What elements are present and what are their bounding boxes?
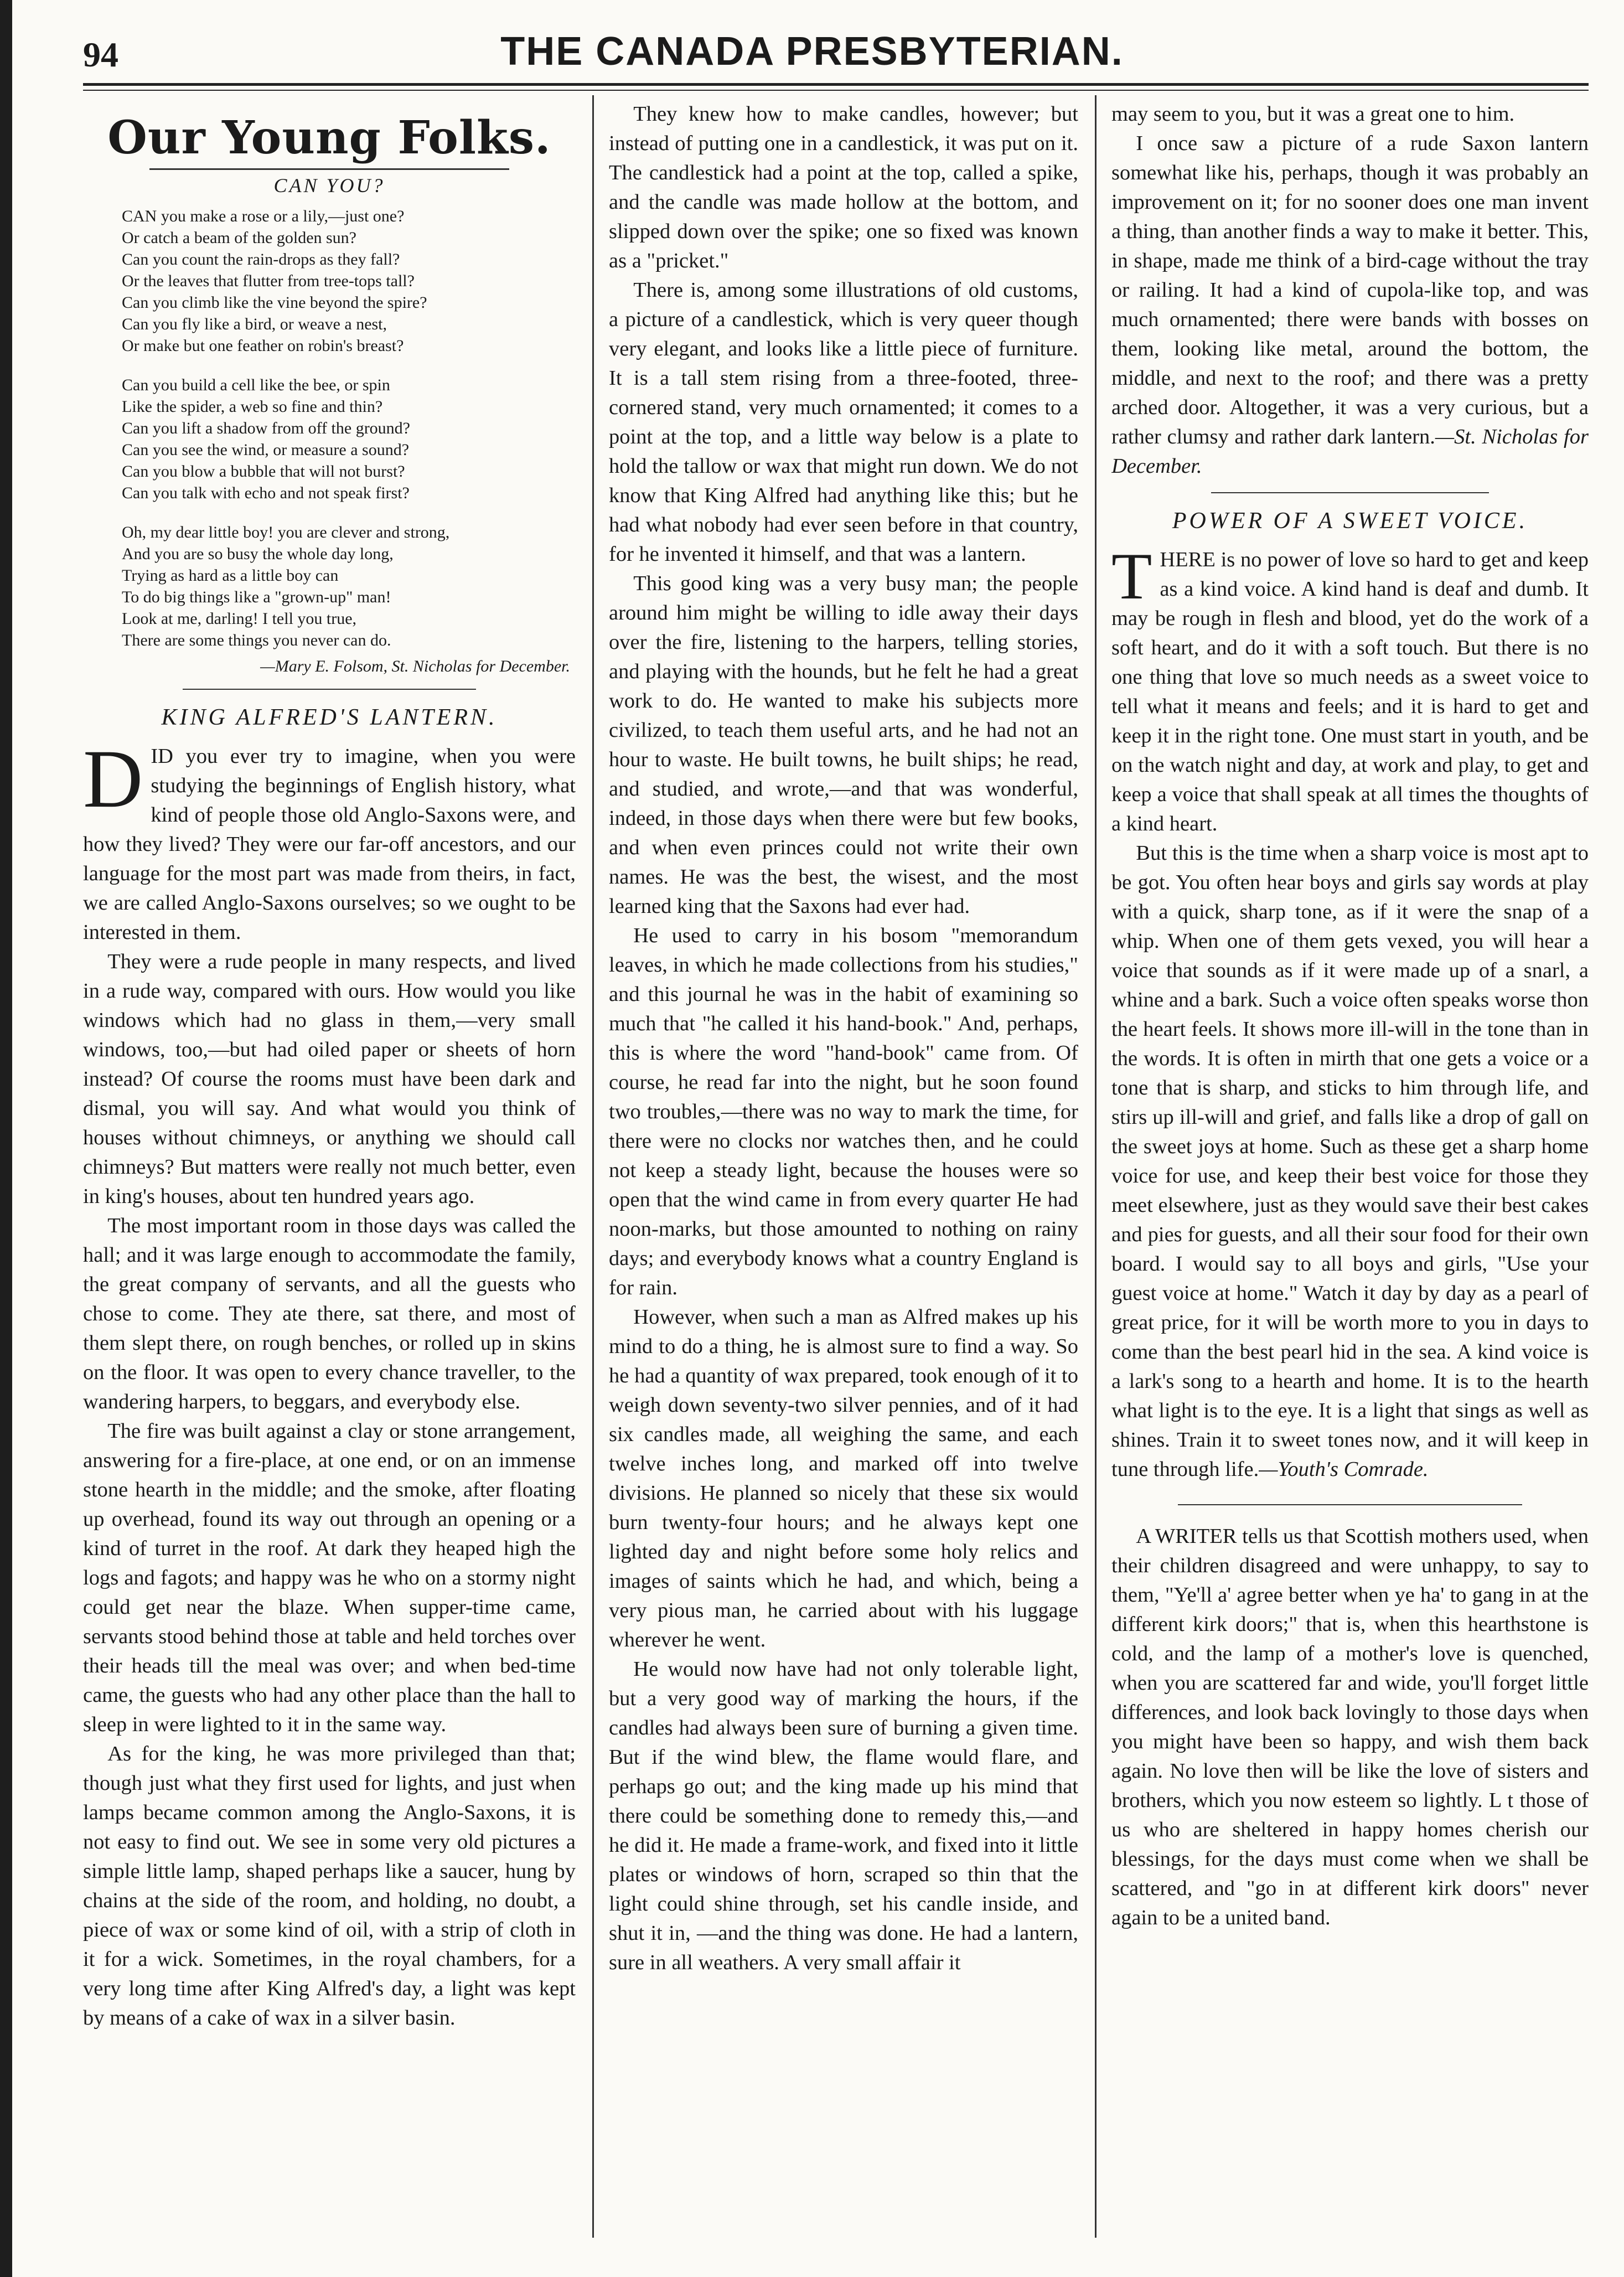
scan-edge: [0, 0, 12, 2277]
poem-credit: —Mary E. Folsom, St. Nicholas for December.: [260, 657, 570, 675]
section-divider: [1178, 1504, 1522, 1505]
article-paragraph: They were a rude people in many respects, and lived in a rude way, compared with ours. How would you like windows which had no glass in them,—very small windows, too,—but had oiled paper or sheets of horn instead? Of course the rooms must have been dark and dismal, you will say. And what would you think of houses without chimneys, or anything we should call chimneys? But matters were really not much better, even in king's houses, about ten hundred years ago.: [83, 950, 576, 1208]
section-divider: [183, 689, 476, 690]
column-2: [609, 100, 1078, 2237]
poem-line: Like the spider, a web so fine and thin?: [122, 397, 383, 416]
column-1: [83, 100, 576, 2237]
poem-line: Can you talk with echo and not speak first?: [122, 484, 410, 502]
article-paragraph: But this is the time when a sharp voice is most apt to be got. You often hear boys and girls say words at play with a quick, sharp tone, as if it were the snap of a whip. When one of them gets vexed, you will hear a voice that sounds as if it were made up of a snarl, a whine and a bark. Such a voice often speaks worse thon the heart feels. It shows more ill-will in the tone than in the words. It is often in mirth that one gets a voice or a tone that is sharp, and sticks to him through life, and stirs up ill-will and grief, and falls like a drop of gall on the sweet joys at home. Such as these get a sharp home voice for use, and keep their best voice for those they meet elsewhere, just as they would save their best cakes and pies for guests, and all their sour food for their own board. I would say to all boys and girls, "Use your guest voice at home." Watch it day by day as a pearl of great price, for it will be worth more to you in days to come than the best pearl hid in the sea. A kind voice is a lark's song to a hearth and home. It is to the hearth what light is to the eye. It is a light that sings as well as shines. Train it to sweet tones now, and it will keep in tune through life.—Youth's Comrade.: [1111, 841, 1589, 1481]
poem-line: Can you lift a shadow from off the ground?: [122, 419, 411, 437]
article-title: POWER OF A SWEET VOICE.: [1172, 508, 1528, 534]
poem-stanza: [122, 205, 542, 357]
section-divider: [1211, 492, 1489, 493]
column-rule: [592, 95, 594, 2238]
column-3: [1111, 100, 1589, 2237]
article-paragraph: As for the king, he was more privileged than that; though just what they first used for lights, and just when lamps became common among the Anglo-Saxons, it is not easy to find out. We see in some very old pictures a simple little lamp, shaped perhaps like a saucer, hung by chains at the side of the room, and holding, no doubt, a piece of wax or some kind of oil, with a strip of cloth in it for a wick. Sometimes, in the royal chambers, for a very long time after King Alfred's day, a light was kept by means of a cake of wax in a silver basin.: [83, 1742, 576, 2030]
article-paragraph: DID you ever try to imagine, when you were studying the beginnings of English history, what kind of people those old Anglo-Saxons were, and how they lived? They were our far-off ancestors, and our language for the most part was made from theirs, in fact, we are called Anglo-Saxons ourselves; so we ought to be interested in them.: [83, 733, 576, 944]
header-rule: [83, 83, 1589, 86]
article-paragraph: He used to carry in his bosom "memorandum leaves, in which he made collections from his studies," and this journal he was in the habit of examining so much that "he called it his hand-book." And, perhaps, this is where the word "hand-book" came from. Of course, he read far into the night, but he soon found two troubles,—there was no way to mark the time, for there were no clocks nor watches then, and he could not keep a steady light, because the houses were so open that the wind came in from every quarter He had noon-marks, but those amounted to nothing on rainy days; and everybody knows what a country England is for rain.: [609, 924, 1078, 1299]
masthead: THE CANADA PRESBYTERIAN.: [500, 29, 1124, 74]
article-credit: —Youth's Comrade.: [1259, 1458, 1429, 1481]
article-paragraph: This good king was a very busy man; the people around him might be willing to idle away their days over the fire, listening to the harpers, telling stories, and playing with the hounds, but he felt he had a great work to do. He wanted to make his subjects more civilized, to teach them useful arts, and he had not an hour to waste. He built towns, he built ships; he read, and studied, and wrote,—and that was wonderful, indeed, in those days when there were but few books, and when even princes could not write their own names. He was the best, the wisest, and the most learned king that the Saxons had ever had.: [609, 572, 1078, 918]
poem-stanza: [122, 522, 542, 651]
article-paragraph: The most important room in those days was called the hall; and it was large enough to accommodate the family, the great company of servants, and all the guests who chose to come. They ate there, sat there, and most of them slept there, on rough benches, or rolled up in skins on the floor. It was open to every chance traveller, to the wandering harpers, to beggars, and everybody else.: [83, 1214, 576, 1413]
drop-cap: D: [83, 733, 143, 825]
article-paragraph: He would now have had not only tolerable light, but a very good way of marking the hours, if the candles had always been sure of burning a given time. But if the wind blew, the flame would flare, and perhaps go out; and the king made up his mind that there could be something done to remedy this,—and he did it. He made a frame-work, and fixed into it little plates or windows of horn, scraped so thin that the light could shine through, set his candle inside, and shut it in, —and the thing was done. He had a lantern, sure in all weathers. A very small affair it: [609, 1658, 1078, 1974]
article-paragraph: A WRITER tells us that Scottish mothers used, when their children disagreed and were unhappy, to say to them, "Ye'll a' agree better when ye ha' to gang in at the different kirk doors;" that is, when this hearthstone is cold, and the lamp of a mother's love is quenched, when you are scattered far and wide, you'll forget little differences, and look back lovingly to those days when you might have been so happy, and wish them back again. No love then will be like the love of sisters and brothers, which you now esteem so lightly. L t those of us who are sheltered in happy homes cherish our blessings, for the days must come when we shall be scattered, and "go in at different kirk doors" never again to be a united band.: [1111, 1525, 1589, 1929]
poem: [122, 205, 542, 651]
department-rule: [149, 168, 509, 170]
poem-line: Look at me, darling! I tell you true,: [122, 610, 357, 628]
poem-line: Can you blow a bubble that will not burst?: [122, 462, 405, 481]
poem-line: Can you climb like the vine beyond the spire?: [122, 293, 427, 312]
poem-line: Oh, my dear little boy! you are clever and strong,: [122, 523, 450, 541]
poem-line: Can you build a cell like the bee, or spin: [122, 376, 390, 394]
poem-line: Or make but one feather on robin's breast?: [122, 337, 404, 355]
article-paragraph: may seem to you, but it was a great one to him.: [1111, 102, 1515, 126]
article-paragraph: They knew how to make candles, however; but instead of putting one in a candlestick, it was put on it. The candlestick had a point at the top, called a spike, and the candle was made hollow at the bottom, and slipped down over the spike; one so fixed was known as a "pricket.": [609, 102, 1078, 272]
poem-line: Or catch a beam of the golden sun?: [122, 229, 356, 247]
poem-line: There are some things you never can do.: [122, 631, 391, 649]
poem-line: Trying as hard as a little boy can: [122, 566, 339, 585]
column-rule: [1095, 95, 1097, 2238]
page-number: 94: [83, 35, 118, 74]
poem-line: And you are so busy the whole day long,: [122, 545, 394, 563]
poem-title: CAN YOU?: [273, 174, 385, 197]
article-paragraph: There is, among some illustrations of old customs, a picture of a candlestick, which is very queer though very elegant, and looks like a little piece of furniture. It is a tall stem rising from a three-footed, three-cornered stand, very much ornamented; it comes to a point at the top, and a little way below is a plate to hold the tallow or wax that might run down. We do not know that King Alfred had anything like this; but he had what nobody had ever seen before in that country, for he invented it himself, and that was a lantern.: [609, 278, 1078, 566]
poem-line: Can you count the rain-drops as they fall?: [122, 250, 400, 269]
article-paragraph: However, when such a man as Alfred makes up his mind to do a thing, he is almost sure to find a way. So he had a quantity of wax prepared, took enough of it to weigh down seventy-two silver pennies, and of it had six candles made, all weighing the same, and each twelve inches long, and marked off into twelve divisions. He planned so nicely that these six would burn twenty-four hours; and he always kept one lighted day and night before some holy relics and images of saints which he had, and which, being a very pious man, he carried about with his luggage wherever he went.: [609, 1305, 1078, 1651]
poem-line: CAN you make a rose or a lily,—just one?: [122, 207, 405, 225]
poem-line: Or the leaves that flutter from tree-tops tall?: [122, 272, 415, 290]
poem-line: To do big things like a "grown-up" man!: [122, 588, 391, 606]
article-title: KING ALFRED'S LANTERN.: [161, 705, 498, 730]
department-title: Our Young Folks.: [107, 111, 551, 164]
article-credit: —St. Nicholas for December.: [1111, 425, 1589, 478]
poem-line: Can you fly like a bird, or weave a nest,: [122, 315, 387, 333]
article-paragraph: The fire was built against a clay or stone arrangement, answering for a fire-place, at one end, or on an immense stone hearth in the middle; and the smoke, after floating up overhead, found its way out through an opening or a kind of turret in the roof. At dark they heaped high the logs and fagots; and happy was he who on a stormy night could get near the blaze. When supper-time came, servants stood behind those at table and held torches over their heads till the meal was over; and when bed-time came, the guests who had any other place than the hall to sleep in were lighted to it in the same way.: [83, 1419, 576, 1736]
poem-line: Can you see the wind, or measure a sound?: [122, 441, 410, 459]
lead-words: A WRITER: [1136, 1525, 1237, 1548]
drop-cap: T: [1111, 539, 1152, 613]
article-paragraph: I once saw a picture of a rude Saxon lantern somewhat like his, perhaps, though it was probably an improvement on it; for no sooner does one man invent a thing, than another finds a way to make it better. This, in shape, made me think of a bird-cage without the tray or railing. It had a kind of cupola-like top, and was much ornamented; there were bands with bosses on them, looking like metal, around the bottom, the middle, and next to the roof; and there was a pretty arched door. Altogether, it was a very curious, but a rather clumsy and rather dark lantern.—St. Nicholas for December.: [1111, 132, 1589, 478]
header-rule-thin: [83, 90, 1589, 91]
article-paragraph: THERE is no power of love so hard to get and keep as a kind voice. A kind hand is deaf and dumb. It may be rough in flesh and blood, yet do the work of a soft heart, and do it with a soft touch. But there is no one thing that love so much needs as a sweet voice to tell what it means and feels; and it is hard to get and keep it in the right tone. One must start in youth, and be on the watch night and day, at work and play, to get and keep a voice that shall speak at all times the thoughts of a kind heart.: [1111, 539, 1589, 835]
poem-stanza: [122, 374, 542, 504]
